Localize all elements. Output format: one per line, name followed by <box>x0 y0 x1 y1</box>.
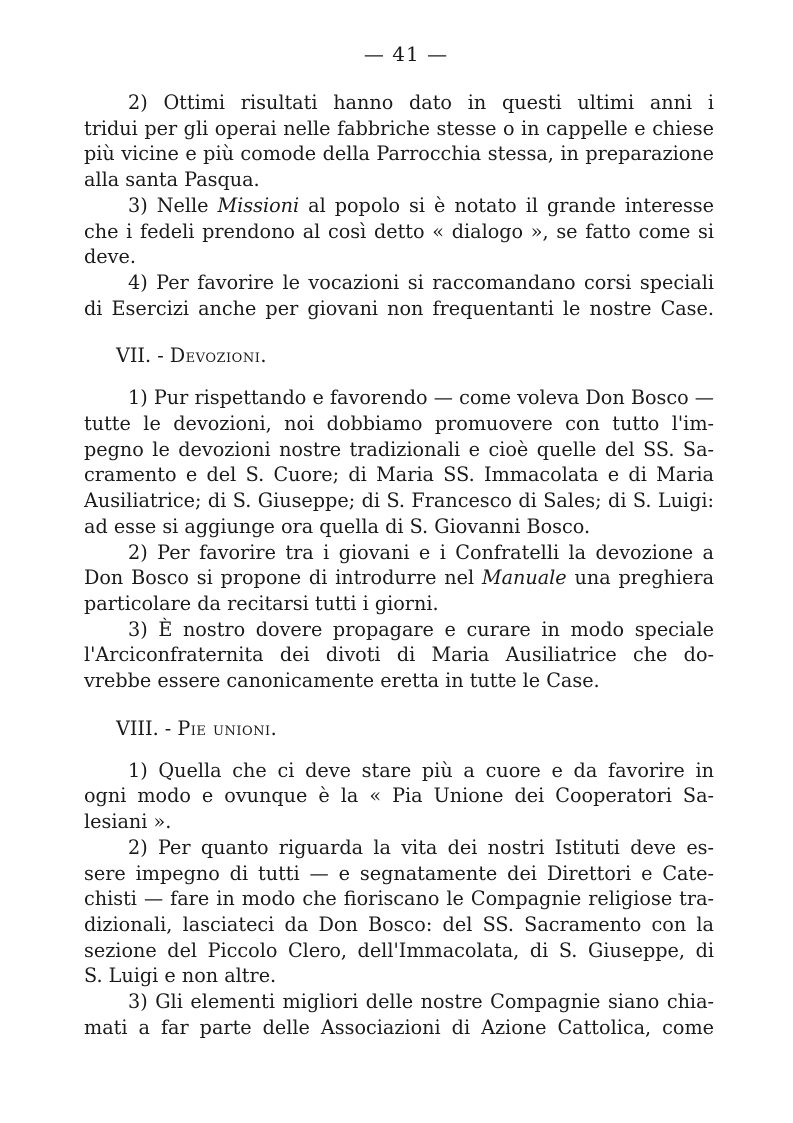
text-line: S. Luigi e non altre. <box>84 964 277 988</box>
text-line: che i fedeli prendono al così detto « dialogo », se fatto come si <box>84 219 714 243</box>
text-line: tridui per gli operai nelle fabbriche stesse o in cappelle e chiese <box>84 116 714 140</box>
text-line: deve. <box>84 245 136 269</box>
text-line: cramento e del S. Cuore; di Maria SS. Immacolata e di Maria <box>84 463 714 487</box>
text-line: di Esercizi anche per giovani non frequentanti le nostre Case. <box>84 296 714 320</box>
paragraph-devozioni-1 <box>84 385 714 539</box>
text-line <box>84 565 714 591</box>
text-line: tutte le devozioni, noi dobbiamo promuovere con tutto l'im- <box>84 412 714 436</box>
text-line: 1) Pur rispettando e favorendo — come voleva Don Bosco — <box>128 386 714 410</box>
document-page <box>84 40 714 1041</box>
paragraph-2-tridui <box>84 90 714 193</box>
text-line: vrebbe essere canonicamente eretta in tutte le Case. <box>84 669 600 693</box>
text-fragment: al popolo si è notato il grande interesse <box>299 193 715 217</box>
paragraph-3-missioni <box>84 193 714 270</box>
text-line: mati a far parte delle Associazioni di Azione Cattolica, come <box>84 1015 714 1039</box>
section-heading-devozioni <box>116 343 714 369</box>
text-line: ogni modo e ovunque è la « Pia Unione dei Cooperatori Sa- <box>84 784 714 808</box>
paragraph-pie-unioni-2 <box>84 835 714 989</box>
text-line: dizionali, lasciateci da Don Bosco: del SS. Sacramento con la <box>84 912 714 936</box>
text-line: 1) Quella che ci deve stare più a cuore e da favorire in <box>128 758 714 782</box>
page-number: — 41 — <box>363 42 449 66</box>
text-line: sezione del Piccolo Clero, dell'Immacolata, di S. Giuseppe, di <box>84 938 714 962</box>
text-line: 4) Per favorire le vocazioni si raccomandano corsi speciali <box>128 270 714 294</box>
text-line: sere impegno di tutti — e segnatamente dei Direttori e Cate- <box>84 861 714 885</box>
section-heading-pie-unioni <box>116 716 714 742</box>
text-line <box>84 193 714 219</box>
section-title: Devozioni. <box>169 344 267 368</box>
text-line: 2) Per favorire tra i giovani e i Confratelli la devozione a <box>128 540 714 564</box>
section-title: Pie unioni. <box>177 716 278 740</box>
text-line: 2) Ottimi risultati hanno dato in questi ultimi anni i <box>128 91 714 114</box>
paragraph-pie-unioni-3 <box>84 989 714 1040</box>
text-line: 3) Gli elementi migliori delle nostre Compagnie siano chia- <box>128 990 714 1014</box>
text-fragment: una preghiera <box>566 566 715 590</box>
paragraph-devozioni-3 <box>84 617 714 694</box>
text-line: alla santa Pasqua. <box>84 168 260 192</box>
paragraph-4-vocazioni <box>84 270 714 321</box>
paragraph-pie-unioni-1 <box>84 758 714 835</box>
text-line: l'Arciconfraternita dei divoti di Maria Ausiliatrice che do- <box>84 643 714 667</box>
section-number: VII. - <box>116 344 170 368</box>
text-line: lesiani ». <box>84 810 172 834</box>
paragraph-devozioni-2 <box>84 540 714 617</box>
section-number: VIII. - <box>116 716 178 740</box>
text-line: ad esse si aggiunge ora quella di S. Giovanni Bosco. <box>84 514 591 538</box>
text-fragment: Don Bosco si propone di introdurre nel <box>84 566 482 590</box>
text-line: pegno le devozioni nostre tradizionali e cioè quelle del SS. Sa- <box>84 437 714 461</box>
text-fragment: 3) Nelle <box>128 193 218 217</box>
text-line: particolare da recitarsi tutti i giorni. <box>84 591 439 615</box>
italic-term: Manuale <box>481 566 567 590</box>
text-line: Ausiliatrice; di S. Giuseppe; di S. Francesco di Sales; di S. Luigi: <box>84 489 714 513</box>
text-line: 3) È nostro dovere propagare e curare in modo speciale <box>128 617 714 641</box>
text-line: 2) Per quanto riguarda la vita dei nostri Istituti deve es- <box>128 835 714 859</box>
text-line: più vicine e più comode della Parrocchia stessa, in preparazione <box>84 142 714 166</box>
italic-term: Missioni <box>217 193 300 217</box>
text-line: chisti — fare in modo che fioriscano le Compagnie religiose tra- <box>84 887 714 911</box>
